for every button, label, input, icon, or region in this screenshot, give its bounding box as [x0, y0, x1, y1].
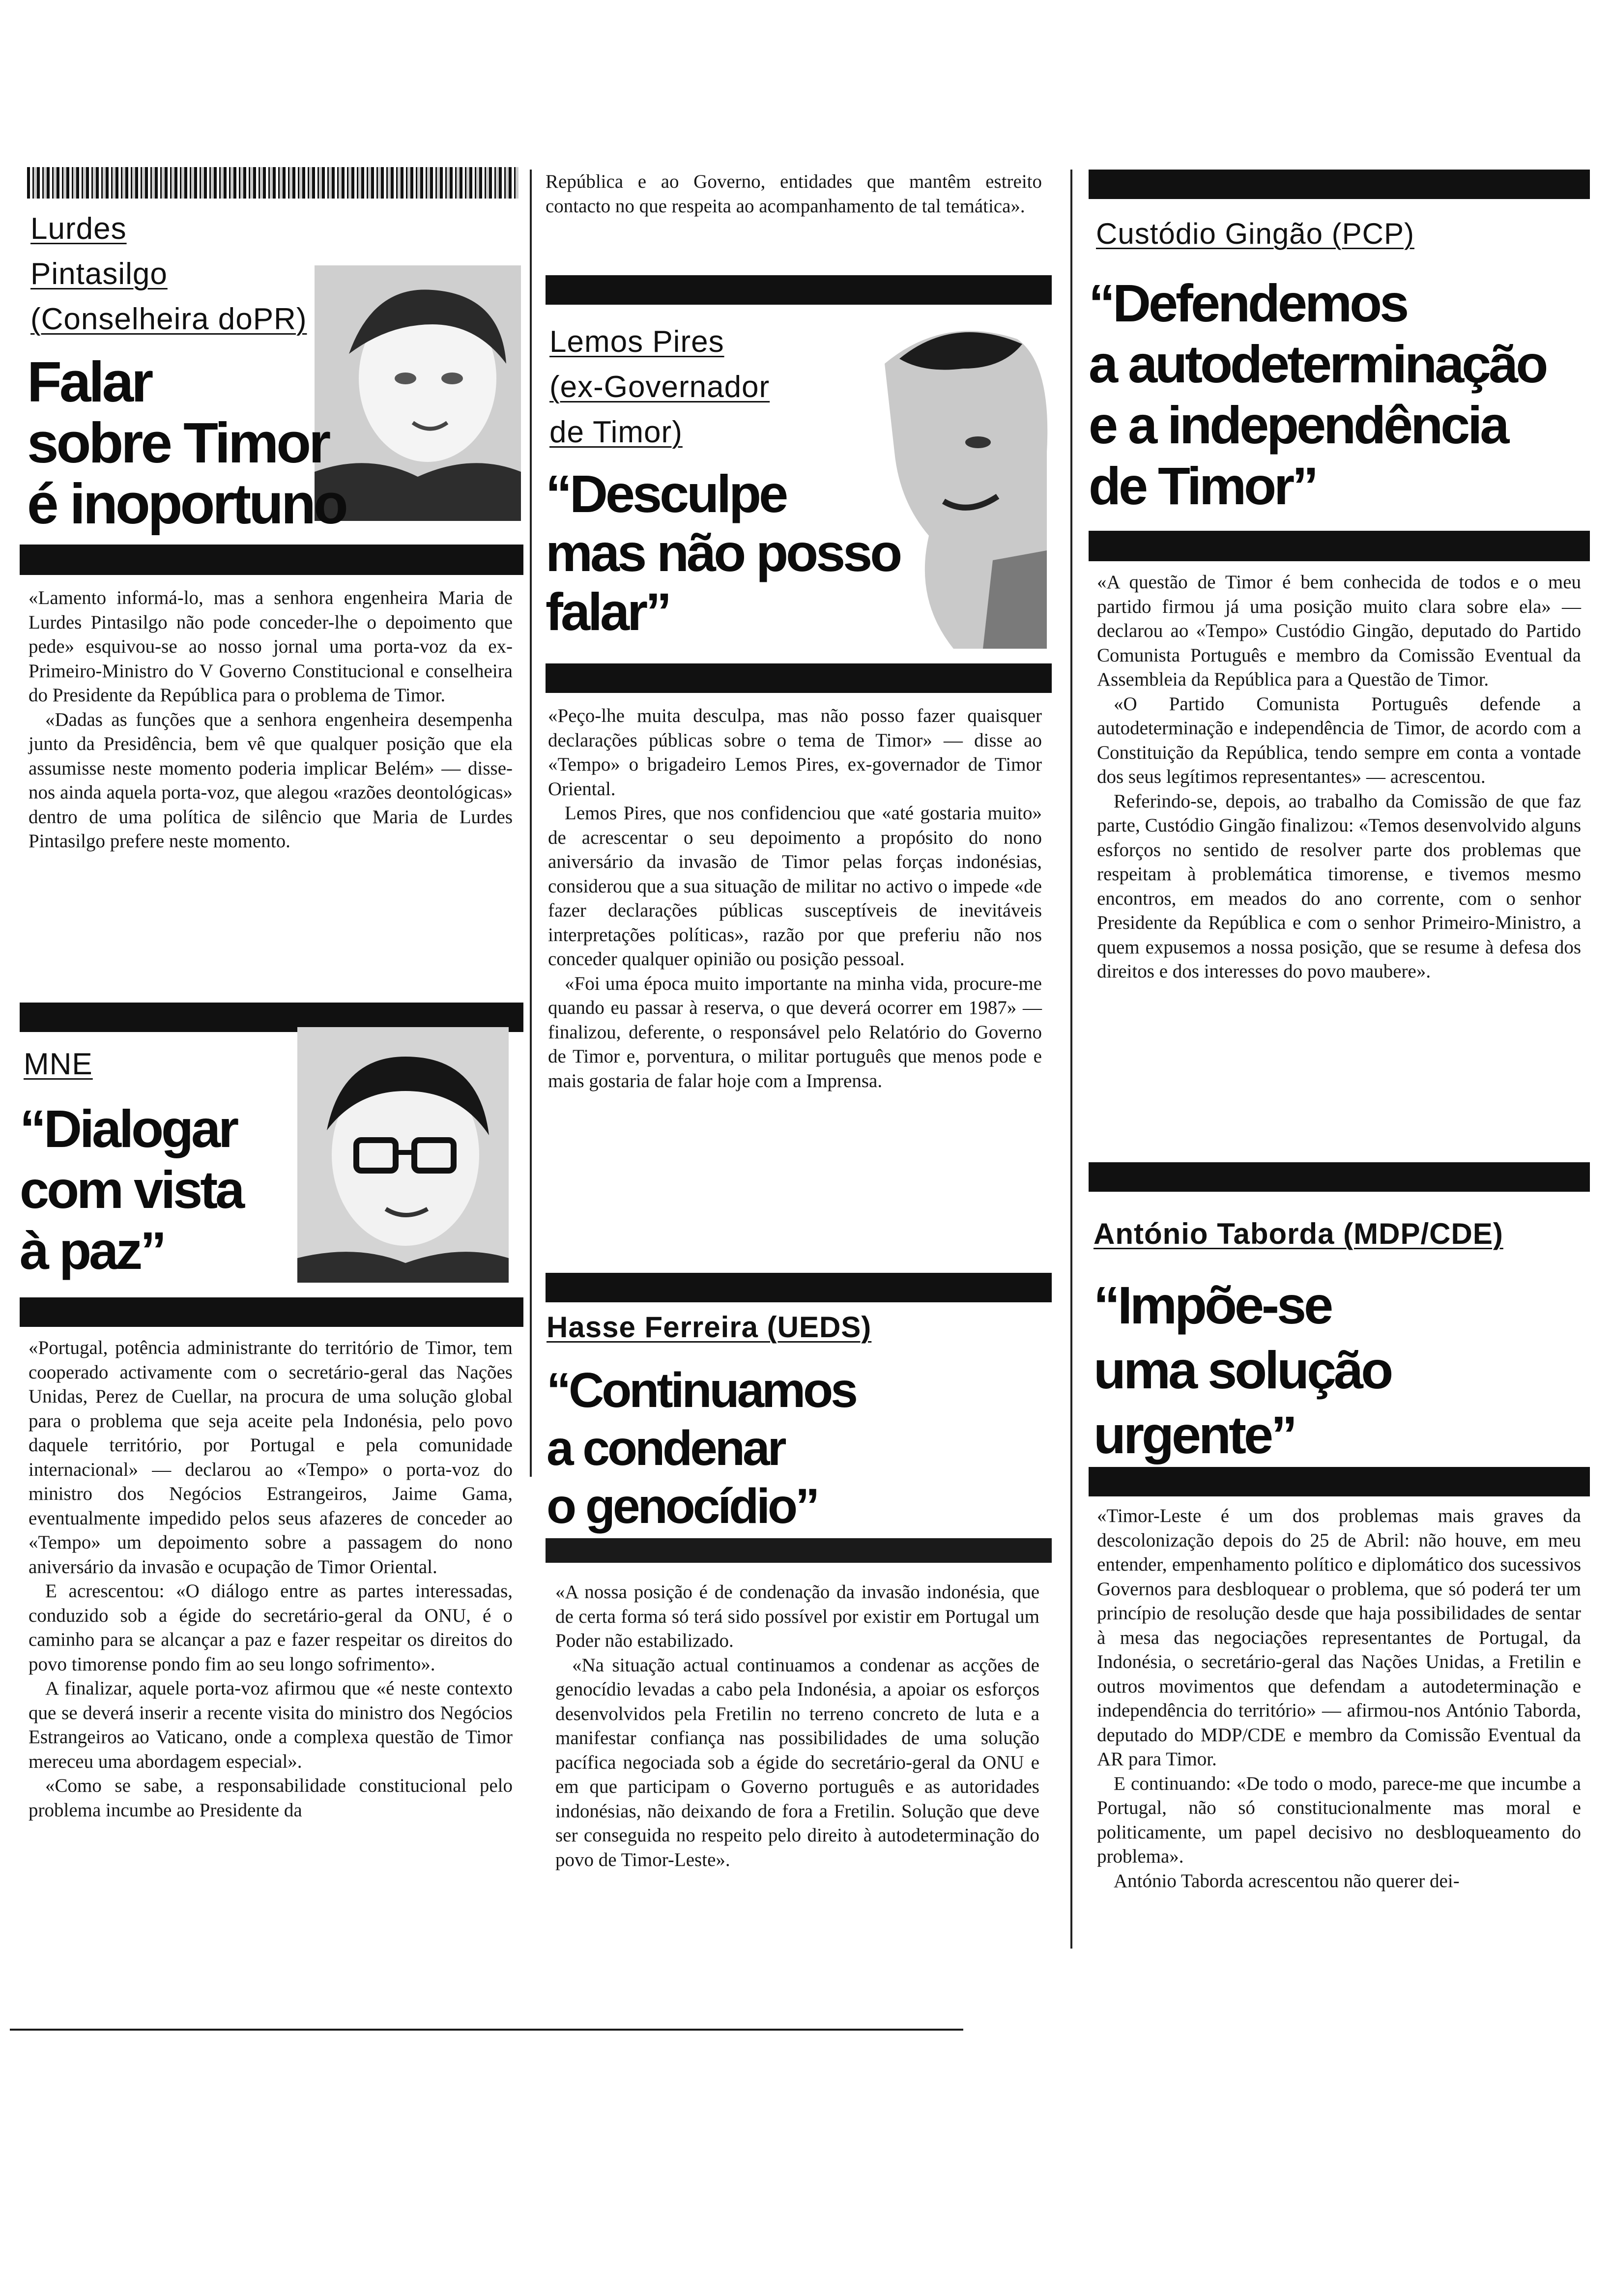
top-decorative-strip: [27, 167, 518, 199]
mne-headline-line1: “Dialogar: [20, 1099, 237, 1158]
taborda-headline-line2: uma solução: [1094, 1340, 1391, 1400]
column-divider-right: [1070, 170, 1072, 1949]
lemos-black-bar-lower: [546, 663, 1052, 693]
pintasilgo-black-bar: [20, 545, 523, 575]
gingao-paragraph: Referindo-se, depois, ao trabalho da Comissão de que faz parte, Custódio Gingão finalizou: «Temos desenvolvido alguns esforços no sentido de resolver parte dos problemas que respeitam à problemática timorense, e tivemos mesmo encontros, em meados do ano corrente, com o senhor Presidente da República e com o senhor Primeiro-Ministro, a quem expusemos a nossa posição, que se resume à defesa dos direitos e dos interesses do povo maubere».: [1097, 790, 1581, 982]
taborda-black-bar-lower: [1089, 1467, 1590, 1496]
gingao-headline-line2: a autodeterminação: [1089, 334, 1546, 394]
hasse-black-bar: [546, 1273, 1052, 1302]
pintasilgo-paragraph: «Lamento informá-lo, mas a senhora engenheira Maria de Lurdes Pintasilgo não pode conceder-lhe o depoimento que pede» esquivou-se ao nosso jornal uma porta-voz da ex-Primeiro-Ministro do V Governo Constitucional e conselheira do Presidente da República para o problema de Timor.: [29, 587, 513, 706]
mne-name: MNE: [24, 1047, 93, 1081]
gingao-name: Custódio Gingão (PCP): [1096, 217, 1414, 250]
pintasilgo-headline: [27, 351, 346, 534]
gingao-headline-line4: de Timor”: [1089, 456, 1317, 516]
gingao-paragraph: «A questão de Timor é bem conhecida de todos e o meu partido firmou já uma posição muito clara sobre ela» — declarou ao «Tempo» Custódio Gingão, deputado do Partido Comunista Português e membro da Comissão Eventual da Assembleia da República para a Questão de Timor.: [1097, 572, 1581, 690]
pintasilgo-name-line3: (Conselheira doPR): [30, 302, 307, 336]
hasse-name: Hasse Ferreira (UEDS): [547, 1311, 872, 1344]
taborda-paragraph: E continuando: «De todo o modo, parece-me que incumbe a Portugal, não só constitucionalmente mas moral e politicamente, um papel decisivo no desbloqueamento do problema».: [1097, 1773, 1581, 1867]
gingao-article-body: [1097, 570, 1581, 984]
hasse-headline: [547, 1361, 856, 1535]
pintasilgo-headline-line2: sobre Timor: [27, 411, 329, 475]
taborda-speaker: [1094, 1211, 1503, 1257]
pintasilgo-speaker: [30, 206, 307, 342]
gingao-headline-line3: e a independência: [1089, 395, 1507, 455]
taborda-paragraph: «Timor-Leste é um dos problemas mais graves da descolonização depois do 25 de Abril: não houve, em meu entender, empenhamento político e diplomático dos sucessivos Governos para desbloquear o problema, que só poderá ter um princípio de resolução desde que haja possibilidades de sentar à mesa das negociações representantes de Portugal, da Indonésia, o secretário-geral das Nações Unidas, a Fretilin e outros movimentos que defendam a autodeterminação e independência do território» — afirmou-nos António Taborda, deputado do MDP/CDE e membro da Comissão Eventual da AR para Timor.: [1097, 1505, 1581, 1770]
mne-article-body: [29, 1336, 513, 1822]
lemos-paragraph: «Peço-lhe muita desculpa, mas não posso fazer quaisquer declarações públicas sobre o tema de Timor» — disse ao «Tempo» o brigadeiro Lemos Pires, ex-governador de Timor Oriental.: [548, 705, 1042, 800]
mne-headline-line3: à paz”: [20, 1221, 165, 1280]
hasse-black-bar-lower: [546, 1538, 1052, 1563]
mne-black-bar-lower: [20, 1297, 523, 1327]
taborda-headline-line3: urgente”: [1094, 1405, 1295, 1464]
hasse-paragraph: «A nossa posição é de condenação da invasão indonésia, que de certa forma só terá sido possível por existir em Portugal um Poder não estabilizado.: [555, 1581, 1039, 1651]
lemos-headline: [546, 464, 900, 641]
lemos-speaker: [549, 319, 770, 455]
bottom-page-rule: [10, 2029, 963, 2031]
mne-photo: [297, 1027, 509, 1283]
taborda-headline-line1: “Impõe-se: [1094, 1275, 1331, 1335]
lemos-name-line2: (ex-Governador: [549, 370, 770, 404]
pintasilgo-paragraph: «Dadas as funções que a senhora engenheira desempenha junto da Presidência, bem vê que qualquer posição que ela assumisse neste momento poderia implicar Belém» — disse-nos ainda aquela porta-voz, que alegou «razões deontológicas» dentro de uma política de silêncio que Maria de Lurdes Pintasilgo prefere neste momento.: [29, 709, 513, 852]
mne-paragraph: A finalizar, aquele porta-voz afirmou que «é neste contexto que se deverá inserir a recente visita do ministro dos Negócios Estrangeiros ao Vaticano, onde a complexa questão de Timor mereceu uma abordagem especial».: [29, 1678, 513, 1772]
hasse-article-body: [555, 1580, 1039, 1872]
hasse-paragraph: «Na situação actual continuamos a condenar as acções de genocídio levadas a cabo pela Indonésia, a apoiar os esforços desenvolvidos pela Fretilin no terreno concreto de luta e a manifestar confiança nas possibilidades de uma solução pacífica negociada sob a égide do secretário-geral da ONU e em que participam o Governo português e as autoridades indonésias, não deixando de fora a Fretilin. Solução que deve ser conseguida no respeito pelo direito à autodeterminação do povo de Timor-Leste».: [555, 1654, 1039, 1870]
taborda-name: António Taborda (MDP/CDE): [1094, 1217, 1503, 1250]
pintasilgo-name-line1: Lurdes: [30, 212, 127, 246]
pintasilgo-article-body: [29, 586, 513, 854]
taborda-black-bar: [1089, 1162, 1590, 1192]
mne-continued-text: [546, 170, 1042, 218]
taborda-headline: [1094, 1273, 1391, 1467]
lemos-paragraph: «Foi uma época muito importante na minha vida, procure-me quando eu passar à reserva, o que deverá ocorrer em 1987» — finalizou, deferente, o responsável pelo Relatório do Governo de Timor e, porventura, o militar português que menos pode e mais gostaria de falar hoje com a Imprensa.: [548, 973, 1042, 1091]
column-divider-left: [530, 170, 532, 1477]
lemos-name-line1: Lemos Pires: [549, 325, 724, 359]
mne-continued-paragraph: República e ao Governo, entidades que mantêm estreito contacto no que respeita ao acompanhamento de tal temática».: [546, 171, 1042, 217]
hasse-headline-line1: “Continuamos: [547, 1363, 856, 1418]
lemos-headline-line3: falar”: [546, 582, 670, 641]
lemos-headline-line2: mas não posso: [546, 523, 900, 582]
gingao-speaker: [1096, 211, 1414, 257]
gingao-headline: [1089, 273, 1546, 517]
pintasilgo-headline-line3: é inoportuno: [27, 472, 346, 536]
taborda-paragraph: António Taborda acrescentou não querer dei-: [1114, 1870, 1460, 1892]
lemos-headline-line1: “Desculpe: [546, 464, 786, 523]
mne-headline: [20, 1098, 242, 1281]
mne-speaker: [24, 1042, 93, 1087]
hasse-headline-line2: a condenar: [547, 1421, 784, 1476]
gingao-headline-line1: “Defendemos: [1089, 273, 1407, 333]
lemos-article-body: [548, 704, 1042, 1093]
hasse-headline-line3: o genocídio”: [547, 1479, 818, 1534]
mne-paragraph: «Como se sabe, a responsabilidade constitucional pelo problema incumbe ao Presidente da: [29, 1775, 513, 1821]
gingao-paragraph: «O Partido Comunista Português defende a autodeterminação e independência de Timor, de acordo com a Constituição da República, tendo sempre em conta a vontade dos seus legítimos representantes» — acrescentou.: [1097, 693, 1581, 787]
taborda-article-body: [1097, 1504, 1581, 1893]
gingao-black-bar: [1089, 170, 1590, 199]
mne-paragraph: «Portugal, potência administrante do território de Timor, tem cooperado activamente com o secretário-geral das Nações Unidas, Perez de Cuellar, na procura de uma solução global para o problema que seja aceite pela Indonésia, pelo povo daquele território, por Portugal e pela comunidade internacional» — declarou ao «Tempo» o porta-voz do ministro dos Negócios Estrangeiros, Jaime Gama, eventualmente impedido pelos seus afazeres de conceder ao «Tempo» um depoimento sobre a passagem do nono aniversário da invasão e ocupação de Timor Oriental.: [29, 1337, 513, 1578]
mne-paragraph: E acrescentou: «O diálogo entre as partes interessadas, conduzido sob a égide do secretário-geral da ONU, é o caminho para se alcançar a paz e fazer respeitar os direitos do povo timorense pondo fim ao seu longo sofrimento».: [29, 1580, 513, 1675]
gingao-black-bar-lower: [1089, 531, 1590, 561]
lemos-paragraph: Lemos Pires, que nos confidenciou que «até gostaria muito» de acrescentar o seu depoimento a propósito do nono aniversário da invasão de Timor pelas forças indonésias, considerou que a sua situação de militar no activo o impede «de fazer declarações públicas susceptíveis de inevitáveis interpretações políticas», razão por que preferiu não nos conceder qualquer opinião ou posição pessoal.: [548, 803, 1042, 970]
mne-headline-line2: com vista: [20, 1160, 243, 1219]
pintasilgo-name-line2: Pintasilgo: [30, 257, 168, 291]
hasse-speaker: [547, 1305, 871, 1350]
pintasilgo-headline-line1: Falar: [27, 350, 151, 414]
lemos-black-bar: [546, 275, 1052, 305]
lemos-name-line3: de Timor): [549, 415, 683, 449]
